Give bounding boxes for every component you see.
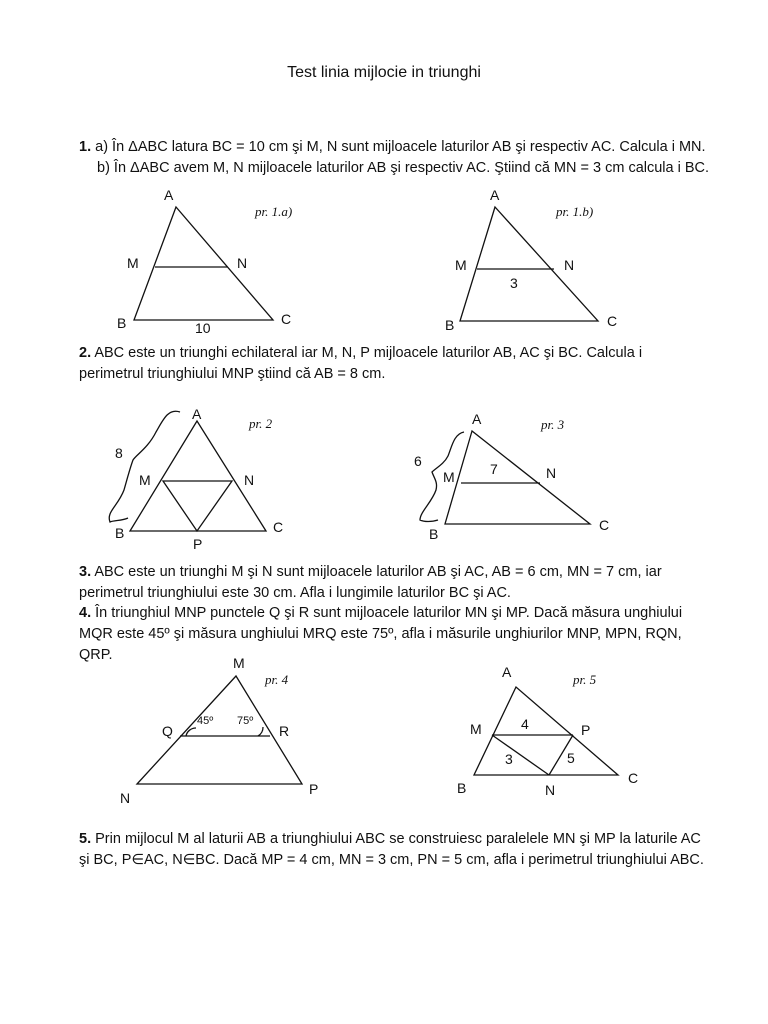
figure-tag: pr. 4	[265, 672, 289, 687]
problem-4-line-2: MQR este 45º şi măsura unghiului MRQ este 75º, afla i măsurile unghiurilor MNP, MPN, RQN,	[79, 626, 682, 642]
problem-5-line-2: şi BC, P∈AC, N∈BC. Dacă MP = 4 cm, MN = 3 cm, PN = 5 cm, afla i perimetrul triunghiului ABC.	[79, 852, 704, 868]
vertex-a-label: A	[490, 187, 500, 203]
segment-mn-length: 7	[490, 461, 498, 477]
triangle-abc	[460, 207, 598, 321]
segment-mn-length: 3	[505, 751, 513, 767]
segment-bc-length: 10	[195, 320, 211, 336]
point-n-label: N	[564, 257, 575, 273]
figure-1a	[117, 187, 292, 336]
vertex-c-label: C	[599, 517, 610, 533]
problem-3-line-1: ABC este un triunghi M şi N sunt mijloacele laturilor AB şi AC, AB = 6 cm, MN = 7 cm, iar	[94, 564, 662, 580]
point-n-label: N	[546, 465, 557, 481]
problem-4-line-3: QRP.	[79, 647, 113, 663]
figure-tag: pr. 1.a)	[255, 204, 293, 219]
figure-tag: pr. 5	[573, 672, 597, 687]
point-m-label: M	[470, 721, 482, 737]
problem-5-line-1: Prin mijlocul M al laturii AB a triunghiului ABC se construiesc paralelele MN şi MP la laturile AC	[95, 831, 701, 847]
angle-r-value: 75º	[237, 715, 254, 727]
segment-mp-length: 4	[521, 716, 529, 732]
vertex-c-label: C	[607, 313, 618, 329]
point-r-label: R	[279, 723, 290, 739]
point-m-label: M	[127, 255, 139, 271]
segment-mn-length: 3	[510, 275, 518, 291]
problem-3-number: 3.	[79, 564, 92, 580]
triangle-abc	[445, 431, 590, 524]
triangle-abc	[134, 207, 273, 320]
point-n-label: N	[237, 255, 248, 271]
triangle-abc	[474, 687, 618, 775]
angle-q-value: 45º	[197, 715, 214, 727]
figure-4	[120, 655, 318, 806]
vertex-c-label: C	[628, 770, 639, 786]
vertex-b-label: B	[445, 317, 455, 333]
point-n-label: N	[545, 782, 556, 798]
vertex-p-label: P	[309, 781, 319, 797]
angle-r-arc	[258, 727, 263, 736]
vertex-b-label: B	[117, 315, 127, 331]
problem-4-number: 4.	[79, 605, 92, 621]
figure-tag: pr. 3	[541, 417, 565, 432]
figure-1b	[445, 187, 617, 333]
vertex-b-label: B	[115, 525, 125, 541]
problem-1b-text: b) În ΔABC avem M, N mijloacele laturilor AB şi respectiv AC. Ştiind că MN = 3 cm calcula i BC.	[97, 160, 710, 176]
point-m-label: M	[139, 472, 151, 488]
figure-tag: pr. 2	[249, 416, 273, 431]
problem-2-line-1: ABC este un triunghi echilateral iar M, N, P mijloacele laturilor AB, AC şi BC. Calcula i	[94, 345, 643, 361]
point-p-label: P	[193, 536, 203, 552]
vertex-a-label: A	[192, 406, 202, 422]
vertex-c-label: C	[273, 519, 284, 535]
vertex-b-label: B	[457, 780, 467, 796]
side-ab-length: 6	[414, 453, 422, 469]
problem-4-line-1: În triunghiul MNP punctele Q şi R sunt mijloacele laturilor MN şi MP. Dacă măsura unghiului	[95, 605, 683, 621]
point-m-label: M	[443, 469, 455, 485]
figure-3	[414, 411, 609, 542]
problem-1-number: 1.	[79, 139, 92, 155]
vertex-a-label: A	[164, 187, 174, 203]
triangle-mnp	[163, 481, 232, 531]
vertex-b-label: B	[429, 526, 439, 542]
vertex-n-label: N	[120, 790, 131, 806]
problem-5-number: 5.	[79, 831, 92, 847]
page-title: Test linia mijlocie in triunghi	[287, 64, 481, 81]
vertex-a-label: A	[472, 411, 482, 427]
segment-pn-length: 5	[567, 750, 575, 766]
vertex-a-label: A	[502, 664, 512, 680]
point-q-label: Q	[162, 723, 173, 739]
figure-2	[109, 406, 283, 552]
vertex-m-label: M	[233, 655, 245, 671]
point-p-label: P	[581, 722, 591, 738]
figure-5	[457, 664, 638, 798]
vertex-c-label: C	[281, 311, 292, 327]
point-m-label: M	[455, 257, 467, 273]
figure-tag: pr. 1.b)	[556, 204, 594, 219]
side-ab-length: 8	[115, 445, 123, 461]
brace-ab	[420, 432, 464, 522]
problem-2-number: 2.	[79, 345, 92, 361]
parallel-mn	[492, 735, 549, 775]
problem-1a-text: a) În ΔABC latura BC = 10 cm şi M, N sunt mijloacele laturilor AB şi respectiv AC. Calcula i MN.	[95, 139, 706, 155]
problem-3-line-2: perimetrul triunghiului este 30 cm. Afla i lungimile laturilor BC şi AC.	[79, 585, 511, 601]
problem-2-line-2: perimetrul triunghiului MNP ştiind că AB = 8 cm.	[79, 366, 386, 382]
point-n-label: N	[244, 472, 255, 488]
